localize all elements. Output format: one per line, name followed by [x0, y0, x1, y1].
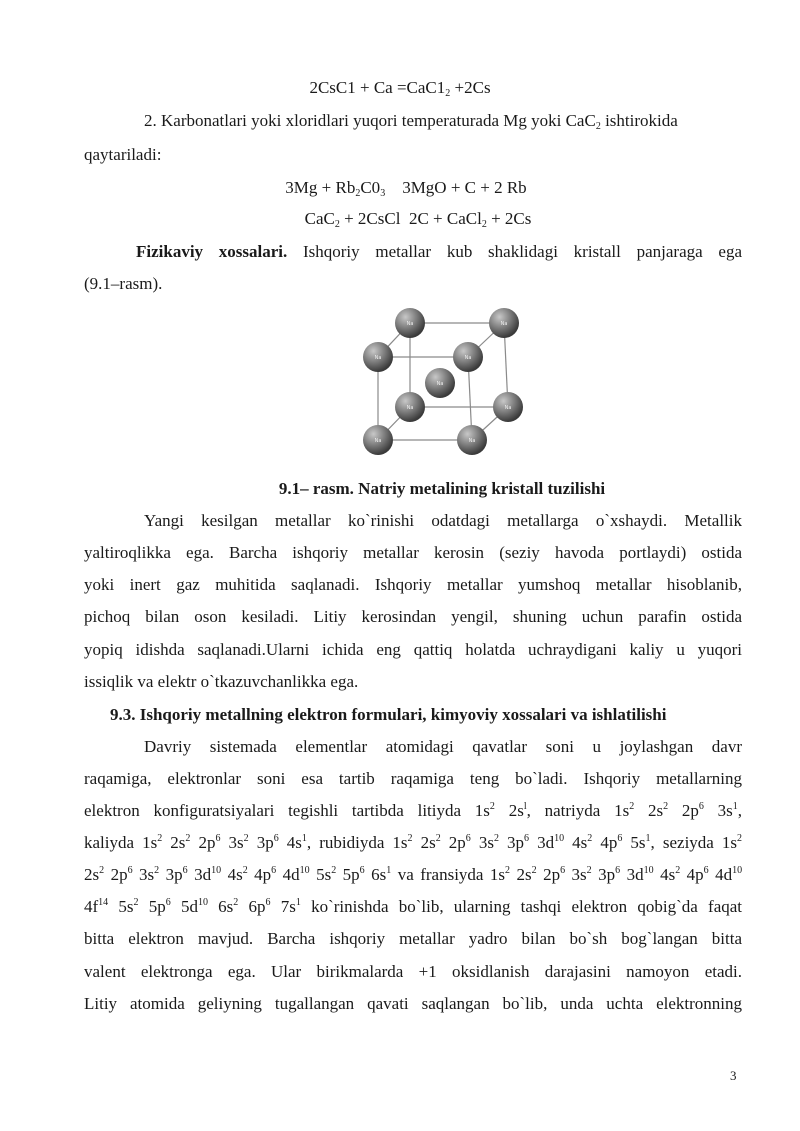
paragraph-line: Litiy atomida geliyning tugallangan qavati saqlangan bo`lib, unda uchta elektronning — [84, 994, 742, 1013]
paragraph-line: kaliyda $1s^2$ $2s^2$ $2p^6$ $3s^2$ $3p^6$ $4s^1$, rubidiyda $1s^2$ $2s^2$ $2p^6$ $3s^2$ $3p^6$ $3d^{10}$ $4s^2$ $4p^6$ $5s^1$, seziyda $1s^2$ — [84, 833, 743, 852]
paragraph-line: Davriy sistemada elementlar atomidagi qavatlar soni u joylashgan davr — [144, 737, 742, 756]
paragraph-line: (9.1–rasm). — [84, 274, 163, 293]
page-number: 3 — [730, 1068, 737, 1083]
atom-label: Na — [374, 438, 382, 444]
atom-label: Na — [500, 321, 508, 327]
paragraph-line: valent elektronga ega. Ular birikmalarda +1 oksidlanish darajasini namoyon etadi. — [84, 962, 742, 981]
atom-label: Na — [374, 355, 382, 361]
paragraph-line: yaltiroqlikka ega. Barcha ishqoriy metallar kerosin (seziy havoda portlaydi) ostida — [84, 543, 742, 562]
paragraph-line: $2s^2$ $2p^6$ $3s^2$ $3p^6$ $3d^{10}$ $4s^2$ $4p^6$ $4d^{10}$ $5s^2$ $5p^6$ $6s^1$ va fransiyda $1s^2$ $2s^2$ $2p^6$ $3s^2$ $3p^6$ $3d^{10}$ $4s^2$ $4p^6$ $4d^{10}$ — [84, 865, 743, 884]
paragraph-line: yopiq idishda saqlanadi.Ularni ichida eng qattiq holatda uchraydigani kaliy u yuqori — [84, 640, 742, 659]
paragraph-line: elektron konfiguratsiyalari tegishli tartibda litiyda $1s^2$ $2s^l$, natriyda $1s^2$ $2s^2$ $2p^6$ $3s^1$, — [84, 801, 743, 820]
paragraph-line: $4f^{14}$ $5s^2$ $5p^6$ $5d^{10}$ $6s^2$ $6p^6$ $7s^1$ ko`rinishda bo`lib, ularning tashqi elektron qobig`da faqat — [84, 897, 743, 916]
atom-label: Na — [504, 405, 512, 411]
atom-label: Na — [406, 321, 414, 327]
atom-label: Na — [464, 355, 472, 361]
equation-cesium-calcium: $2CsC1 + Ca =CaC1_2 +2Cs$ — [309, 78, 491, 99]
paragraph-line: pichoq bilan oson kesiladi. Litiy kerosindan yengil, shuning uchun parafin ostida — [84, 607, 742, 626]
paragraph-line: issiqlik va elektr o`tkazuvchanlikka ega. — [84, 672, 359, 691]
paragraph-line: bitta elektron mavjud. Barcha ishqoriy metallar yadro bilan bo`sh bog`langan bitta — [84, 929, 742, 948]
paragraph-line: yoki inert gaz muhitida saqlanadi. Ishqoriy metallar yumshoq metallar hisoblanib, — [84, 575, 742, 594]
atom-label: Na — [436, 381, 444, 387]
physical-properties-line: Fizikaviy xossalari. Ishqoriy metallar kub shaklidagi kristall panjaraga ega — [136, 242, 742, 261]
paragraph-line: Yangi kesilgan metallar ko`rinishi odatdagi metallarga o`xshaydi. Metallik — [144, 511, 742, 530]
figure-caption: 9.1– rasm. Natriy metalining kristall tuzilishi — [278, 479, 606, 498]
equation-calcium-carbide: CaC$_2$ + 2CsCl 2C + CaCl$_2$ + 2Cs — [304, 209, 532, 230]
atom-label: Na — [468, 438, 476, 444]
atom-label: Na — [406, 405, 414, 411]
paragraph-line: raqamiga, elektronlar soni esa tartib raqamiga teng bo`ladi. Ishqoriy metallarning — [84, 769, 742, 788]
reduction-method-heading: 2. Karbonatlari yoki xloridlari yuqori temperaturada Mg yoki CaC$_2$ ishtirokida — [144, 111, 678, 132]
section-heading: 9.3. Ishqoriy metallning elektron formulari, kimyoviy xossalari va ishlatilishi — [110, 705, 667, 724]
equation-magnesium-rubidium: $3Mg + Rb_2C0_3$ 3MgO + C + 2 Rb — [285, 178, 527, 199]
paragraph-line: qaytariladi: — [84, 145, 162, 164]
